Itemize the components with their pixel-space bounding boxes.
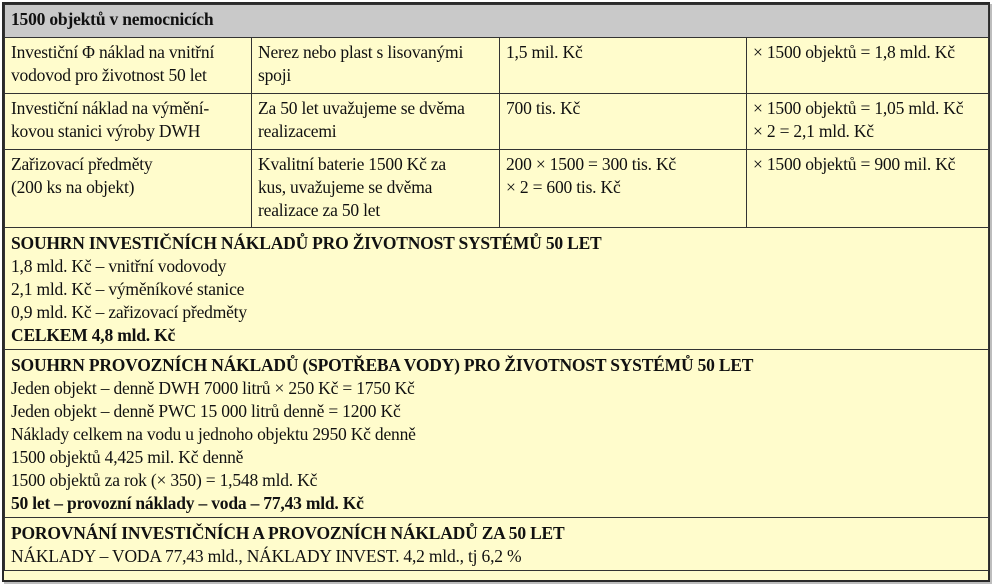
investment-summary <box>5 228 989 350</box>
cell-cost: 200 × 1500 = 300 tis. Kč × 2 = 600 tis. Kč <box>500 150 747 228</box>
operating-summary-line: Náklady celkem na vodu u jednoho objektu 2950 Kč denně <box>11 424 416 444</box>
operating-summary-line: Jeden objekt – denně PWC 15 000 litrů denně = 1200 Kč <box>11 401 401 421</box>
table-row <box>5 94 989 150</box>
investment-summary-line: 2,1 mld. Kč – výměníkové stanice <box>11 279 245 299</box>
cell-item: Zařizovací předměty (200 ks na objekt) <box>5 150 252 228</box>
comparison <box>5 518 989 571</box>
cost-table-frame <box>2 2 990 582</box>
cell-item: Investiční Φ náklad na vnitřní vodovod pro životnost 50 let <box>5 38 252 94</box>
cell-item: Investiční náklad na výmění- kovou stanici výroby DWH <box>5 94 252 150</box>
investment-summary-heading: SOUHRN INVESTIČNÍCH NÁKLADŮ PRO ŽIVOTNOST SYSTÉMŮ 50 LET <box>11 233 602 253</box>
operating-summary-row <box>5 350 989 518</box>
operating-summary-line: 1500 objektů za rok (× 350) = 1,548 mld. Kč <box>11 470 318 490</box>
cell-total: × 1500 objektů = 1,8 mld. Kč <box>747 38 989 94</box>
table-row <box>5 150 989 228</box>
cell-cost: 700 tis. Kč <box>500 94 747 150</box>
cell-description: Nerez nebo plast s lisovanými spoji <box>252 38 500 94</box>
cell-total: × 1500 objektů = 1,05 mld. Kč × 2 = 2,1 mld. Kč <box>747 94 989 150</box>
investment-summary-total: CELKEM 4,8 mld. Kč <box>11 325 176 345</box>
investment-summary-line: 0,9 mld. Kč – zařizovací předměty <box>11 302 247 322</box>
operating-summary <box>5 350 989 518</box>
comparison-row <box>5 518 989 571</box>
table-row <box>5 38 989 94</box>
operating-summary-line: 1500 objektů 4,425 mil. Kč denně <box>11 447 244 467</box>
cell-total: × 1500 objektů = 900 mil. Kč <box>747 150 989 228</box>
investment-summary-row <box>5 228 989 350</box>
table-title-row <box>5 5 989 38</box>
table-title: 1500 objektů v nemocnicích <box>5 5 989 38</box>
operating-summary-heading: SOUHRN PROVOZNÍCH NÁKLADŮ (SPOTŘEBA VODY) PRO ŽIVOTNOST SYSTÉMŮ 50 LET <box>11 355 754 375</box>
cell-description: Za 50 let uvažujeme se dvěma realizacemi <box>252 94 500 150</box>
investment-summary-line: 1,8 mld. Kč – vnitřní vodovody <box>11 256 227 276</box>
comparison-heading: POROVNÁNÍ INVESTIČNÍCH A PROVOZNÍCH NÁKLADŮ ZA 50 LET <box>11 523 565 543</box>
cell-cost: 1,5 mil. Kč <box>500 38 747 94</box>
comparison-line: NÁKLADY – VODA 77,43 mld., NÁKLADY INVEST. 4,2 mld., tj 6,2 % <box>11 546 522 566</box>
operating-summary-line: Jeden objekt – denně DWH 7000 litrů × 250 Kč = 1750 Kč <box>11 378 415 398</box>
operating-summary-total: 50 let – provozní náklady – voda – 77,43 mld. Kč <box>11 493 364 513</box>
cost-table <box>4 4 989 571</box>
cell-description: Kvalitní baterie 1500 Kč za kus, uvažujeme se dvěma realizace za 50 let <box>252 150 500 228</box>
